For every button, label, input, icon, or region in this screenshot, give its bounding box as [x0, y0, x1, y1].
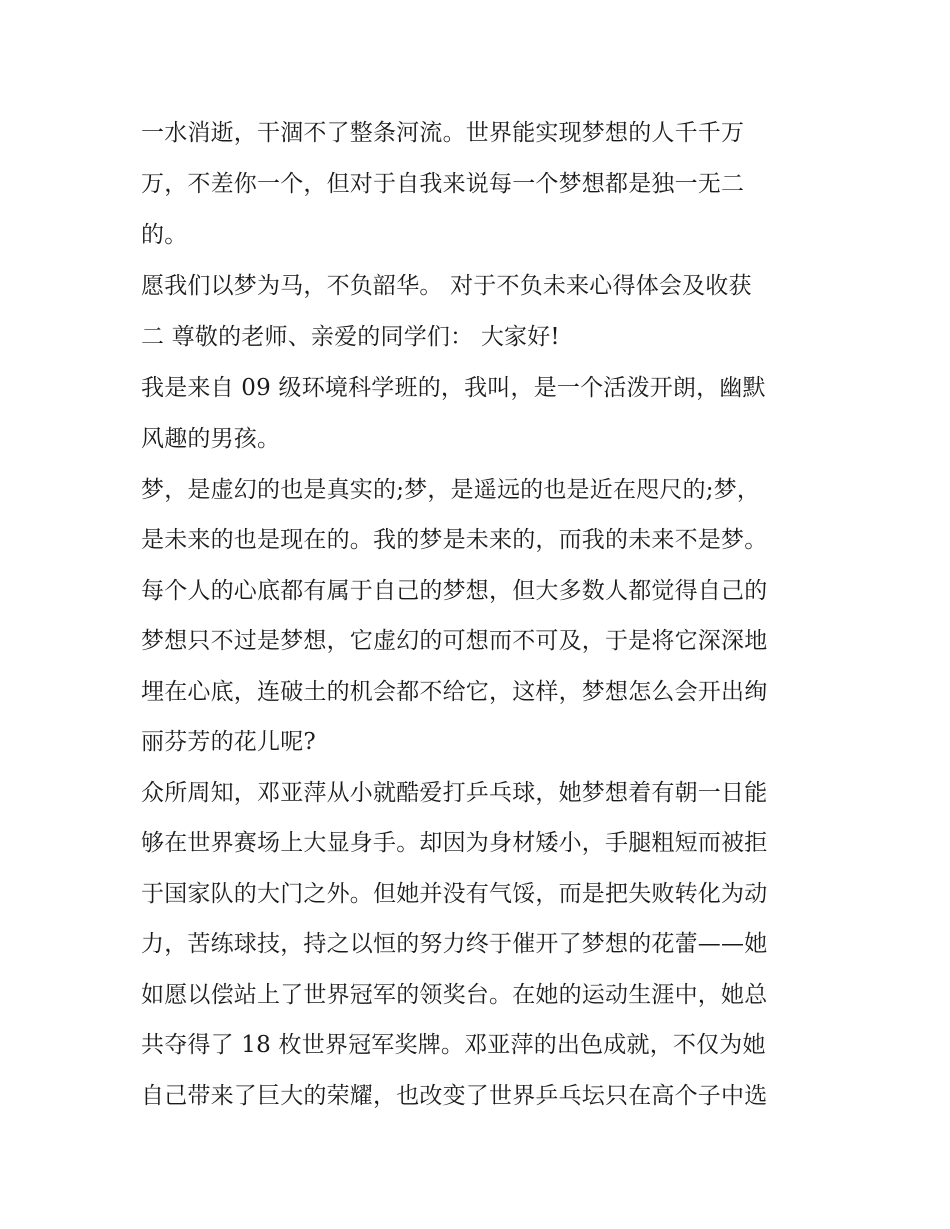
text-line: 共夺得了 18 枚世界冠军奖牌。邓亚萍的出色成就，不仅为她 [141, 1032, 766, 1058]
text-line: 是未来的也是现在的。我的梦是未来的，而我的未来不是梦。 [141, 527, 768, 553]
text-line: 每个人的心底都有属于自己的梦想，但大多数人都觉得自己的 [141, 577, 768, 604]
text-line: 万，不差你一个，但对于自我来说每一个梦想都是独一无二 [141, 171, 745, 197]
text-line: 的。 [141, 222, 188, 248]
text-line: 力，苦练球技，持之以恒的努力终于催开了梦想的花蕾——她 [141, 931, 768, 957]
text-line: 丽芬芳的花儿呢? [141, 729, 316, 755]
text-line: 埋在心底，连破土的机会都不给它，这样，梦想怎么会开出绚 [141, 678, 768, 705]
text-line: 够在世界赛场上大显身手。却因为身材矮小，手腿粗短而被拒 [141, 830, 768, 856]
text-line: 如愿以偿站上了世界冠军的领奖台。在她的运动生涯中，她总 [141, 981, 768, 1008]
text-line: 梦想只不过是梦想，它虚幻的可想而不可及，于是将它深深地 [141, 628, 768, 654]
text-line: 我是来自 09 级环境科学班的，我叫，是一个活泼开朗，幽默 [141, 375, 766, 401]
text-line: 愿我们以梦为马，不负韶华。 对于不负未来心得体会及收获 [141, 273, 752, 299]
document-body [141, 108, 821, 1121]
text-line: 于国家队的大门之外。但她并没有气馁，而是把失败转化为动 [141, 880, 768, 907]
text-line: 风趣的男孩。 [141, 426, 281, 452]
text-line: 一水消逝，干涸不了整条河流。世界能实现梦想的人千千万 [141, 120, 745, 146]
text-line: 梦，是虚幻的也是真实的;梦，是遥远的也是近在咫尺的;梦， [141, 476, 761, 503]
text-line: 自己带来了巨大的荣耀，也改变了世界乒乓坛只在高个子中选 [141, 1082, 768, 1109]
text-line: 二 尊敬的老师、亲爱的同学们： 大家好! [141, 324, 560, 350]
text-line: 众所周知，邓亚萍从小就酷爱打乒乓球，她梦想着有朝一日能 [141, 779, 768, 806]
